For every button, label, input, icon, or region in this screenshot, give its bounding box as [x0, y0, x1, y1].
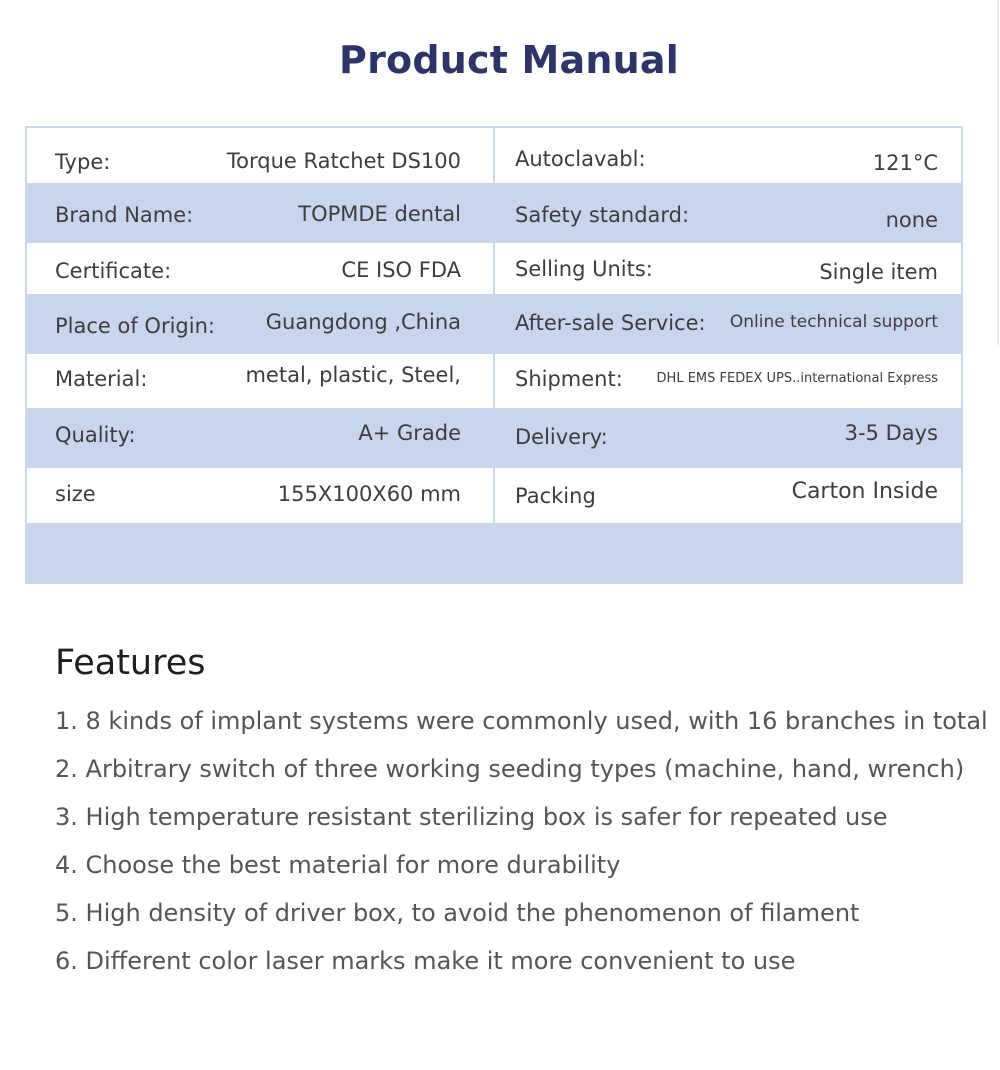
spec-label-material: Material:: [55, 367, 148, 391]
spec-label-autoclavable: Autoclavabl:: [515, 147, 646, 171]
spec-value-packing: Carton Inside: [791, 479, 938, 504]
spec-value-size: 155X100X60 mm: [277, 482, 461, 506]
column-divider: [493, 128, 495, 582]
spec-table: [25, 126, 963, 584]
features-section: [55, 643, 988, 985]
feature-item: 6. Different color laser marks make it more convenient to use: [55, 947, 796, 976]
spec-label-selling-units: Selling Units:: [515, 257, 653, 281]
page-title: Product Manual: [339, 38, 679, 82]
spec-label-delivery: Delivery:: [515, 425, 608, 449]
spec-label-quality: Quality:: [55, 423, 136, 447]
spec-value-delivery: 3-5 Days: [844, 421, 938, 445]
feature-item: 3. High temperature resistant sterilizing box is safer for repeated use: [55, 803, 888, 832]
spec-value-autoclavable: 121°C: [872, 151, 938, 175]
spec-label-type: Type:: [55, 150, 111, 174]
spec-value-certificate: CE ISO FDA: [341, 258, 461, 282]
spec-label-packing: Packing: [515, 484, 596, 508]
spec-label-certificate: Certificate:: [55, 259, 172, 283]
feature-item: 5. High density of driver box, to avoid the phenomenon of filament: [55, 899, 860, 928]
spec-value-quality: A+ Grade: [358, 421, 461, 445]
spec-label-safety: Safety standard:: [515, 203, 690, 227]
spec-value-after-sale: Online technical support: [729, 312, 938, 332]
feature-item: 1. 8 kinds of implant systems were commonly used, with 16 branches in total: [55, 707, 988, 736]
spec-value-type: Torque Ratchet DS100: [226, 149, 461, 173]
spec-label-after-sale: After-sale Service:: [515, 311, 706, 335]
spec-label-brand: Brand Name:: [55, 203, 194, 227]
spec-label-size: size: [55, 482, 96, 506]
spec-value-origin: Guangdong ,China: [265, 310, 461, 334]
spec-label-shipment: Shipment:: [515, 367, 623, 391]
spec-value-safety: none: [885, 208, 938, 232]
spec-value-shipment: DHL EMS FEDEX UPS..international Express: [656, 371, 938, 386]
spec-value-selling-units: Single item: [819, 260, 938, 284]
spec-value-brand: TOPMDE dental: [298, 202, 461, 226]
spec-value-material: metal, plastic, Steel,: [245, 363, 461, 387]
feature-item: 2. Arbitrary switch of three working seeding types (machine, hand, wrench): [55, 755, 965, 784]
spec-label-origin: Place of Origin:: [55, 314, 215, 338]
feature-item: 4. Choose the best material for more durability: [55, 851, 621, 880]
features-heading: Features: [55, 643, 206, 683]
